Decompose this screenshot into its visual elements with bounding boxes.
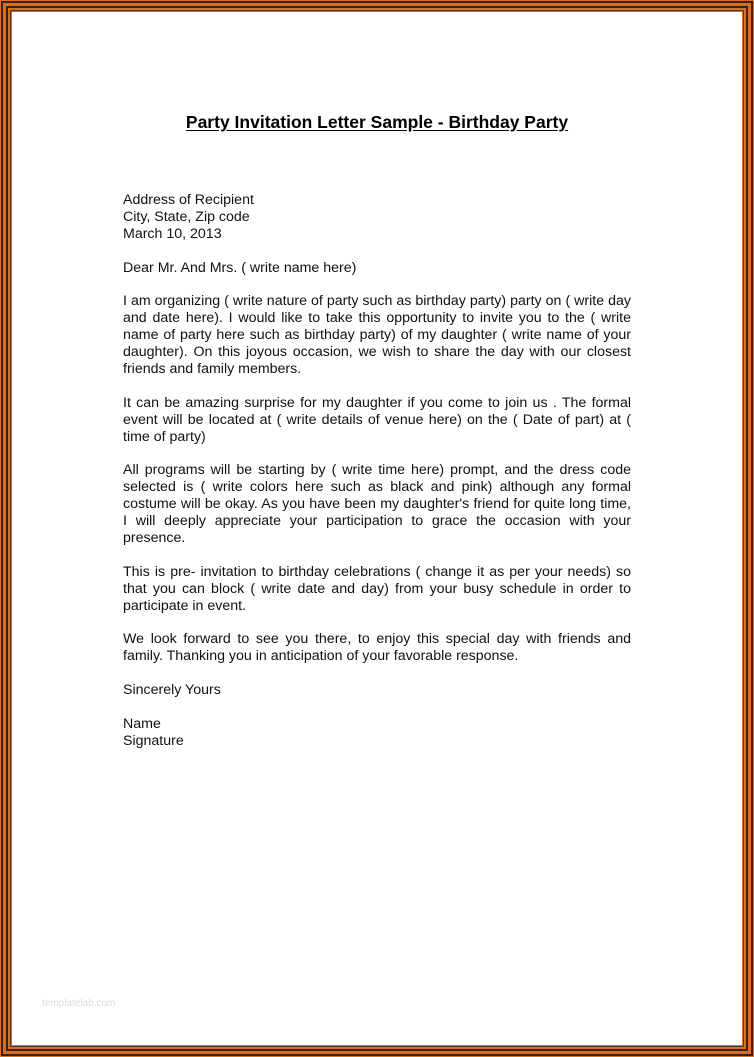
letter-date: March 10, 2013	[123, 225, 222, 242]
address-line-1: Address of Recipient	[123, 192, 254, 208]
signature-line: Signature	[123, 732, 184, 749]
signature-name: Name	[123, 715, 161, 732]
paragraph-5: We look forward to see you there, to enjoy this special day with friends and family. Thanking you in anticipation of your favorable response.	[123, 631, 631, 665]
paragraph-3: All programs will be starting by ( write time here) prompt, and the dress code selected is ( write colors here such as black and pink) although any formal costume will be okay. As you have been my daughter's friend for quite long time, I will deeply appreciate your participation to grace the occasion with your presence.	[123, 462, 631, 547]
letter-body	[123, 192, 631, 767]
signature-block	[123, 716, 631, 750]
letter-page	[12, 12, 742, 1045]
letter-title-text: Party Invitation Letter Sample - Birthday Party	[185, 112, 569, 132]
letter-title	[12, 112, 742, 133]
address-line-2: City, State, Zip code	[123, 208, 250, 225]
salutation: Dear Mr. And Mrs. ( write name here)	[123, 259, 357, 276]
paragraph-1: I am organizing ( write nature of party such as birthday party) party on ( write day and date here). I would like to take this opportunity to invite you to the ( write name of party here such as birthday party) of my daughter ( write name of your daughter). On this joyous occasion, we wish to share the day with our closest friends and family members.	[123, 293, 631, 378]
paragraph-2: It can be amazing surprise for my daughter if you come to join us . The formal event will be located at ( write details of venue here) on the ( Date of part) at ( time of party)	[123, 394, 631, 445]
paragraph-4: This is pre- invitation to birthday celebrations ( change it as per your needs) so that you can block ( write date and day) from your busy schedule in order to participate in event.	[123, 563, 631, 614]
closing: Sincerely Yours	[123, 682, 221, 699]
recipient-address	[123, 192, 631, 243]
watermark: templatelab.com	[42, 998, 116, 1009]
